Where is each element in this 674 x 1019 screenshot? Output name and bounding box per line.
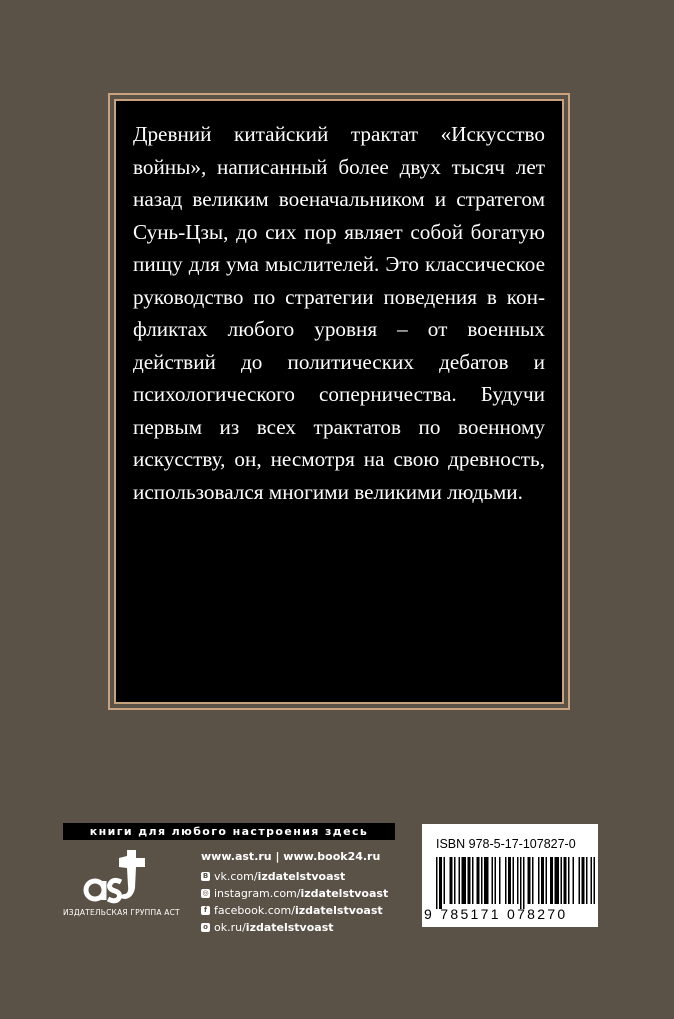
barcode-bar xyxy=(564,857,567,904)
barcode-bar xyxy=(561,857,563,904)
barcode-bar xyxy=(513,857,515,904)
social-link-vk[interactable] xyxy=(201,868,388,885)
vk-icon: B xyxy=(202,872,209,880)
barcode-bar xyxy=(495,857,497,904)
barcode-bar xyxy=(517,857,519,904)
barcode-bar xyxy=(532,857,534,904)
tagline-banner: книги для любого настроения здесь xyxy=(63,823,395,840)
social-prefix: vk.com/ xyxy=(214,870,258,883)
social-link-ok[interactable] xyxy=(201,919,388,936)
facebook-icon: f xyxy=(201,906,210,915)
social-handle: izdatelstvoast xyxy=(294,904,383,917)
barcode-bar xyxy=(582,857,585,904)
barcode-bar xyxy=(468,857,471,904)
instagram-icon: ◎ xyxy=(202,889,209,897)
social-prefix: facebook.com/ xyxy=(214,904,295,917)
barcode-bar xyxy=(591,857,593,904)
blurb-frame xyxy=(108,93,570,710)
websites-line[interactable]: www.ast.ru | www.book24.ru xyxy=(201,850,381,863)
barcode-bar xyxy=(568,857,570,904)
social-links xyxy=(201,868,388,936)
barcode-bar xyxy=(538,857,540,904)
blurb-panel xyxy=(114,99,564,704)
barcode-bar xyxy=(499,857,501,904)
barcode-bar xyxy=(555,857,560,904)
social-handle: izdatelstvoast xyxy=(245,921,334,934)
isbn-barcode xyxy=(422,824,598,927)
barcode-bar xyxy=(523,857,525,909)
ok-icon: o xyxy=(201,923,210,932)
barcode-bar xyxy=(505,857,507,904)
barcode-bar xyxy=(579,857,581,904)
barcode-bar xyxy=(520,857,522,909)
barcode-bar xyxy=(454,857,456,904)
barcode-bar xyxy=(436,857,438,909)
social-link-instagram[interactable] xyxy=(201,885,388,902)
barcode-bar xyxy=(481,857,483,904)
barcode-bar xyxy=(477,857,480,904)
barcode-digits: 9 785171 078270 xyxy=(424,906,568,922)
barcode-bar xyxy=(472,857,474,904)
barcode-bar xyxy=(573,857,575,904)
barcode-bar xyxy=(528,857,531,904)
barcode-bar xyxy=(492,857,494,904)
logo-text xyxy=(63,848,64,849)
social-prefix: ok.ru/ xyxy=(214,921,246,934)
barcode-bar xyxy=(444,857,446,904)
social-link-facebook[interactable] xyxy=(201,902,388,919)
publisher-name: ИЗДАТЕЛЬСКАЯ ГРУППА АСТ xyxy=(63,908,180,917)
social-handle: izdatelstvoast xyxy=(257,870,346,883)
barcode-bar xyxy=(439,857,442,909)
isbn-number: ISBN 978-5-17-107827-0 xyxy=(436,837,576,851)
barcode-bar xyxy=(546,857,548,904)
barcode-bar xyxy=(508,857,511,904)
barcode-bar xyxy=(450,857,453,904)
barcode-bar xyxy=(541,857,544,904)
barcode-bar xyxy=(484,857,489,904)
ast-logo-icon xyxy=(83,848,153,906)
barcode-bar xyxy=(586,857,588,904)
barcode-bar xyxy=(550,857,553,904)
barcode-bar xyxy=(459,857,461,904)
barcode-bar xyxy=(462,857,467,904)
blurb-text: Древний китайский трактат «Искусство войны», написанный более двух тысяч лет назад великим военачальником и стратегом Сунь-Цзы, до сих пор являет собой богатую пищу для ума мыслителей. Это классическое руководство по стратегии поведения в конфликтах любого уровня – от военных действий до политических дебатов и психологического соперничества. Будучи первым из всех трактатов по военному искусству, он, несмотря на свою древность, использовался многими великими людьми. xyxy=(133,122,545,504)
social-handle: izdatelstvoast xyxy=(300,887,389,900)
social-prefix: instagram.com/ xyxy=(214,887,301,900)
barcode-bar xyxy=(594,857,596,904)
